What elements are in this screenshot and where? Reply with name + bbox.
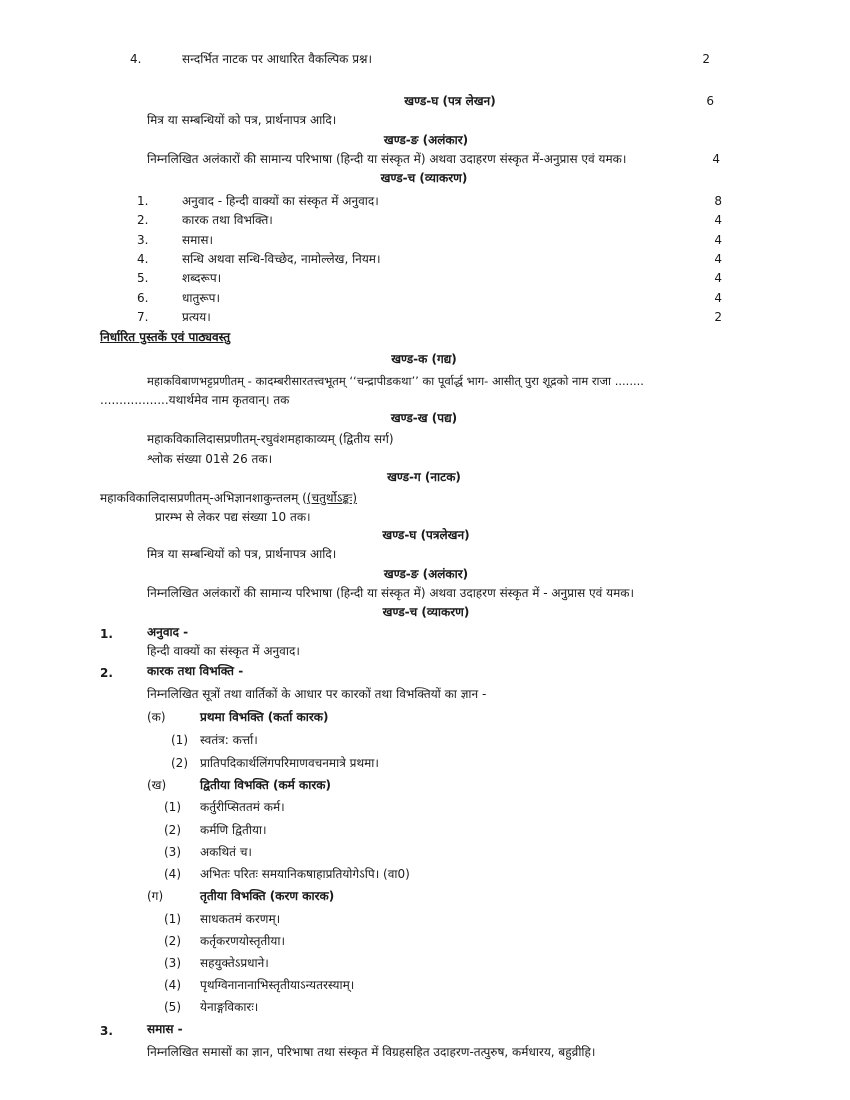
grammar-text-anuvad: हिन्दी वाक्यों का संस्कृत में अनुवाद। [147,644,300,658]
rule-number: (5) [164,1000,181,1014]
rule-text: साधकतमं करणम्। [200,912,281,926]
section-heading-cha: खण्ड-च (व्याकरण) [380,171,468,185]
books-heading-nga: खण्ड-ङ (अलंकार) [383,567,469,581]
rule-text: कर्तृकरणयोस्तृतीया। [200,934,285,948]
books-heading-ka: खण्ड-क (गद्य) [391,352,457,366]
rule-text: येनाङ्गविकारः। [200,1000,259,1014]
item-text: सन्दर्भित नाटक पर आधारित वैकल्पिक प्रश्न। [182,52,373,66]
item-number: 7. [137,310,149,324]
grammar-number: 3. [100,1024,113,1038]
rule-text: सहयुक्तेऽप्रधाने। [200,956,269,970]
item-marks: 4 [714,213,722,227]
section-text-gha: मित्र या सम्बन्धियों को पत्र, प्रार्थनापत्र आदि। [147,113,337,127]
section-marks-gha: 6 [706,94,714,108]
grammar-intro-karak: निम्नलिखित सूत्रों तथा वार्तिकों के आधार पर कारकों तथा विभक्तियों का ज्ञान - [147,687,487,701]
item-number: 2. [137,213,149,227]
item-number: 4. [130,52,142,66]
item-marks: 4 [714,271,722,285]
section-text-nga: निम्नलिखित अलंकारों की सामान्य परिभाषा (हिन्दी या संस्कृत में) अथवा उदाहरण संस्कृत में-अनुप्रास एवं यमक। [147,152,627,166]
rule-number: (1) [164,800,181,814]
rule-text: अभितः परितः समयानिकषाहाप्रतियोगेऽपि। (वा0) [200,867,410,881]
group-label: (ख) [147,778,167,792]
grammar-title-anuvad: अनुवाद - [147,625,189,639]
grammar-number: 1. [100,627,113,641]
item-number: 6. [137,291,149,305]
rule-text: कर्तुरीप्सिततमं कर्म। [200,800,285,814]
books-ka-line: ..................यथार्थमेव नाम कृतवान्। तक [100,393,290,407]
rule-number: (2) [171,756,188,770]
rule-text: पृथग्विनानानाभिस्तृतीयाऽन्यतरस्याम्। [200,978,355,992]
section-heading-gha: खण्ड-घ (पत्र लेखन) [404,94,496,108]
item-number: 5. [137,271,149,285]
item-marks: 4 [714,252,722,266]
rule-number: (3) [164,845,181,859]
item-marks: 8 [714,194,722,208]
item-number: 3. [137,233,149,247]
item-number: 4. [137,252,149,266]
section-marks-nga: 4 [712,152,720,166]
group-label: (ग) [147,889,164,903]
group-title: द्वितीया विभक्ति (कर्म कारक) [200,778,331,792]
rule-text: स्वतंत्र: कर्त्ता। [200,733,258,747]
group-title: तृतीया विभक्ति (करण कारक) [200,889,335,903]
item-text: कारक तथा विभक्ति। [182,213,273,227]
books-gha-line: मित्र या सम्बन्धियों को पत्र, प्रार्थनापत्र आदि। [147,547,337,561]
group-label: (क) [147,710,166,724]
rule-number: (2) [164,934,181,948]
rule-text: कर्मणि द्वितीया। [200,823,267,837]
item-text: धातुरूप। [182,291,221,305]
rule-number: (1) [171,733,188,747]
books-heading-cha: खण्ड-च (व्याकरण) [382,605,470,619]
books-ga-line: प्रारम्भ से लेकर पद्य संख्या 10 तक। [155,510,311,524]
item-marks: 2 [714,310,722,324]
item-text: अनुवाद - हिन्दी वाक्यों का संस्कृत में अनुवाद। [182,194,379,208]
grammar-number: 2. [100,666,113,680]
books-nga-line: निम्नलिखित अलंकारों की सामान्य परिभाषा (हिन्दी या संस्कृत में) अथवा उदाहरण संस्कृत में - अनुप्रास एवं यमक। [147,586,635,600]
group-title: प्रथमा विभक्ति (कर्ता कारक) [200,710,329,724]
books-heading-gha: खण्ड-घ (पत्रलेखन) [382,528,470,542]
rule-number: (3) [164,956,181,970]
item-text: समास। [182,233,214,247]
grammar-text-samas: निम्नलिखित समासों का ज्ञान, परिभाषा तथा संस्कृत में विग्रहसहित उदाहरण-तत्पुरुष, कर्मधारय, बहुव्रीहि। [147,1045,596,1059]
rule-number: (1) [164,912,181,926]
books-kha-line: श्लोक संख्या 01से 26 तक। [147,452,273,466]
books-ka-line: महाकविबाणभट्टप्रणीतम् - कादम्बरीसारतत्त्वभूतम् ‘‘चन्द्रापीडकथा’’ का पूर्वार्द्ध भाग- आसीत् पुरा शूद्रको नाम राजा ........ [147,374,644,388]
books-ga-underlined: (चतुर्थोऽङ्कः) [306,491,358,505]
books-kha-line: महाकविकालिदासप्रणीतम्-रघुवंशमहाकाव्यम् (द्वितीय सर्ग) [147,432,394,446]
item-text: प्रत्यय। [182,310,211,324]
item-text: सन्धि अथवा सन्धि-विच्छेद, नामोल्लेख, नियम। [182,252,381,266]
rule-text: अकथितं च। [200,845,252,859]
books-ga-text: महाकविकालिदासप्रणीतम्-अभिज्ञानशाकुन्तलम् ( [100,491,307,505]
books-ga-line [100,490,357,506]
item-marks: 4 [714,233,722,247]
rule-number: (4) [164,978,181,992]
rule-number: (4) [164,867,181,881]
rule-text: प्रातिपदिकार्थलिंगपरिमाणवचनमात्रे प्रथमा। [200,756,379,770]
item-marks: 4 [714,291,722,305]
section-heading-nga: खण्ड-ङ (अलंकार) [383,133,469,147]
books-title: निर्धारित पुस्तकें एवं पाठ्यवस्तु [100,330,231,344]
grammar-title-samas: समास - [147,1022,183,1036]
books-heading-ga: खण्ड-ग (नाटक) [387,470,461,484]
item-marks: 2 [702,52,710,66]
grammar-title-karak: कारक तथा विभक्ति - [147,664,244,678]
item-text: शब्दरूप। [182,271,222,285]
rule-number: (2) [164,823,181,837]
item-number: 1. [137,194,149,208]
books-heading-kha: खण्ड-ख (पद्य) [390,411,458,425]
